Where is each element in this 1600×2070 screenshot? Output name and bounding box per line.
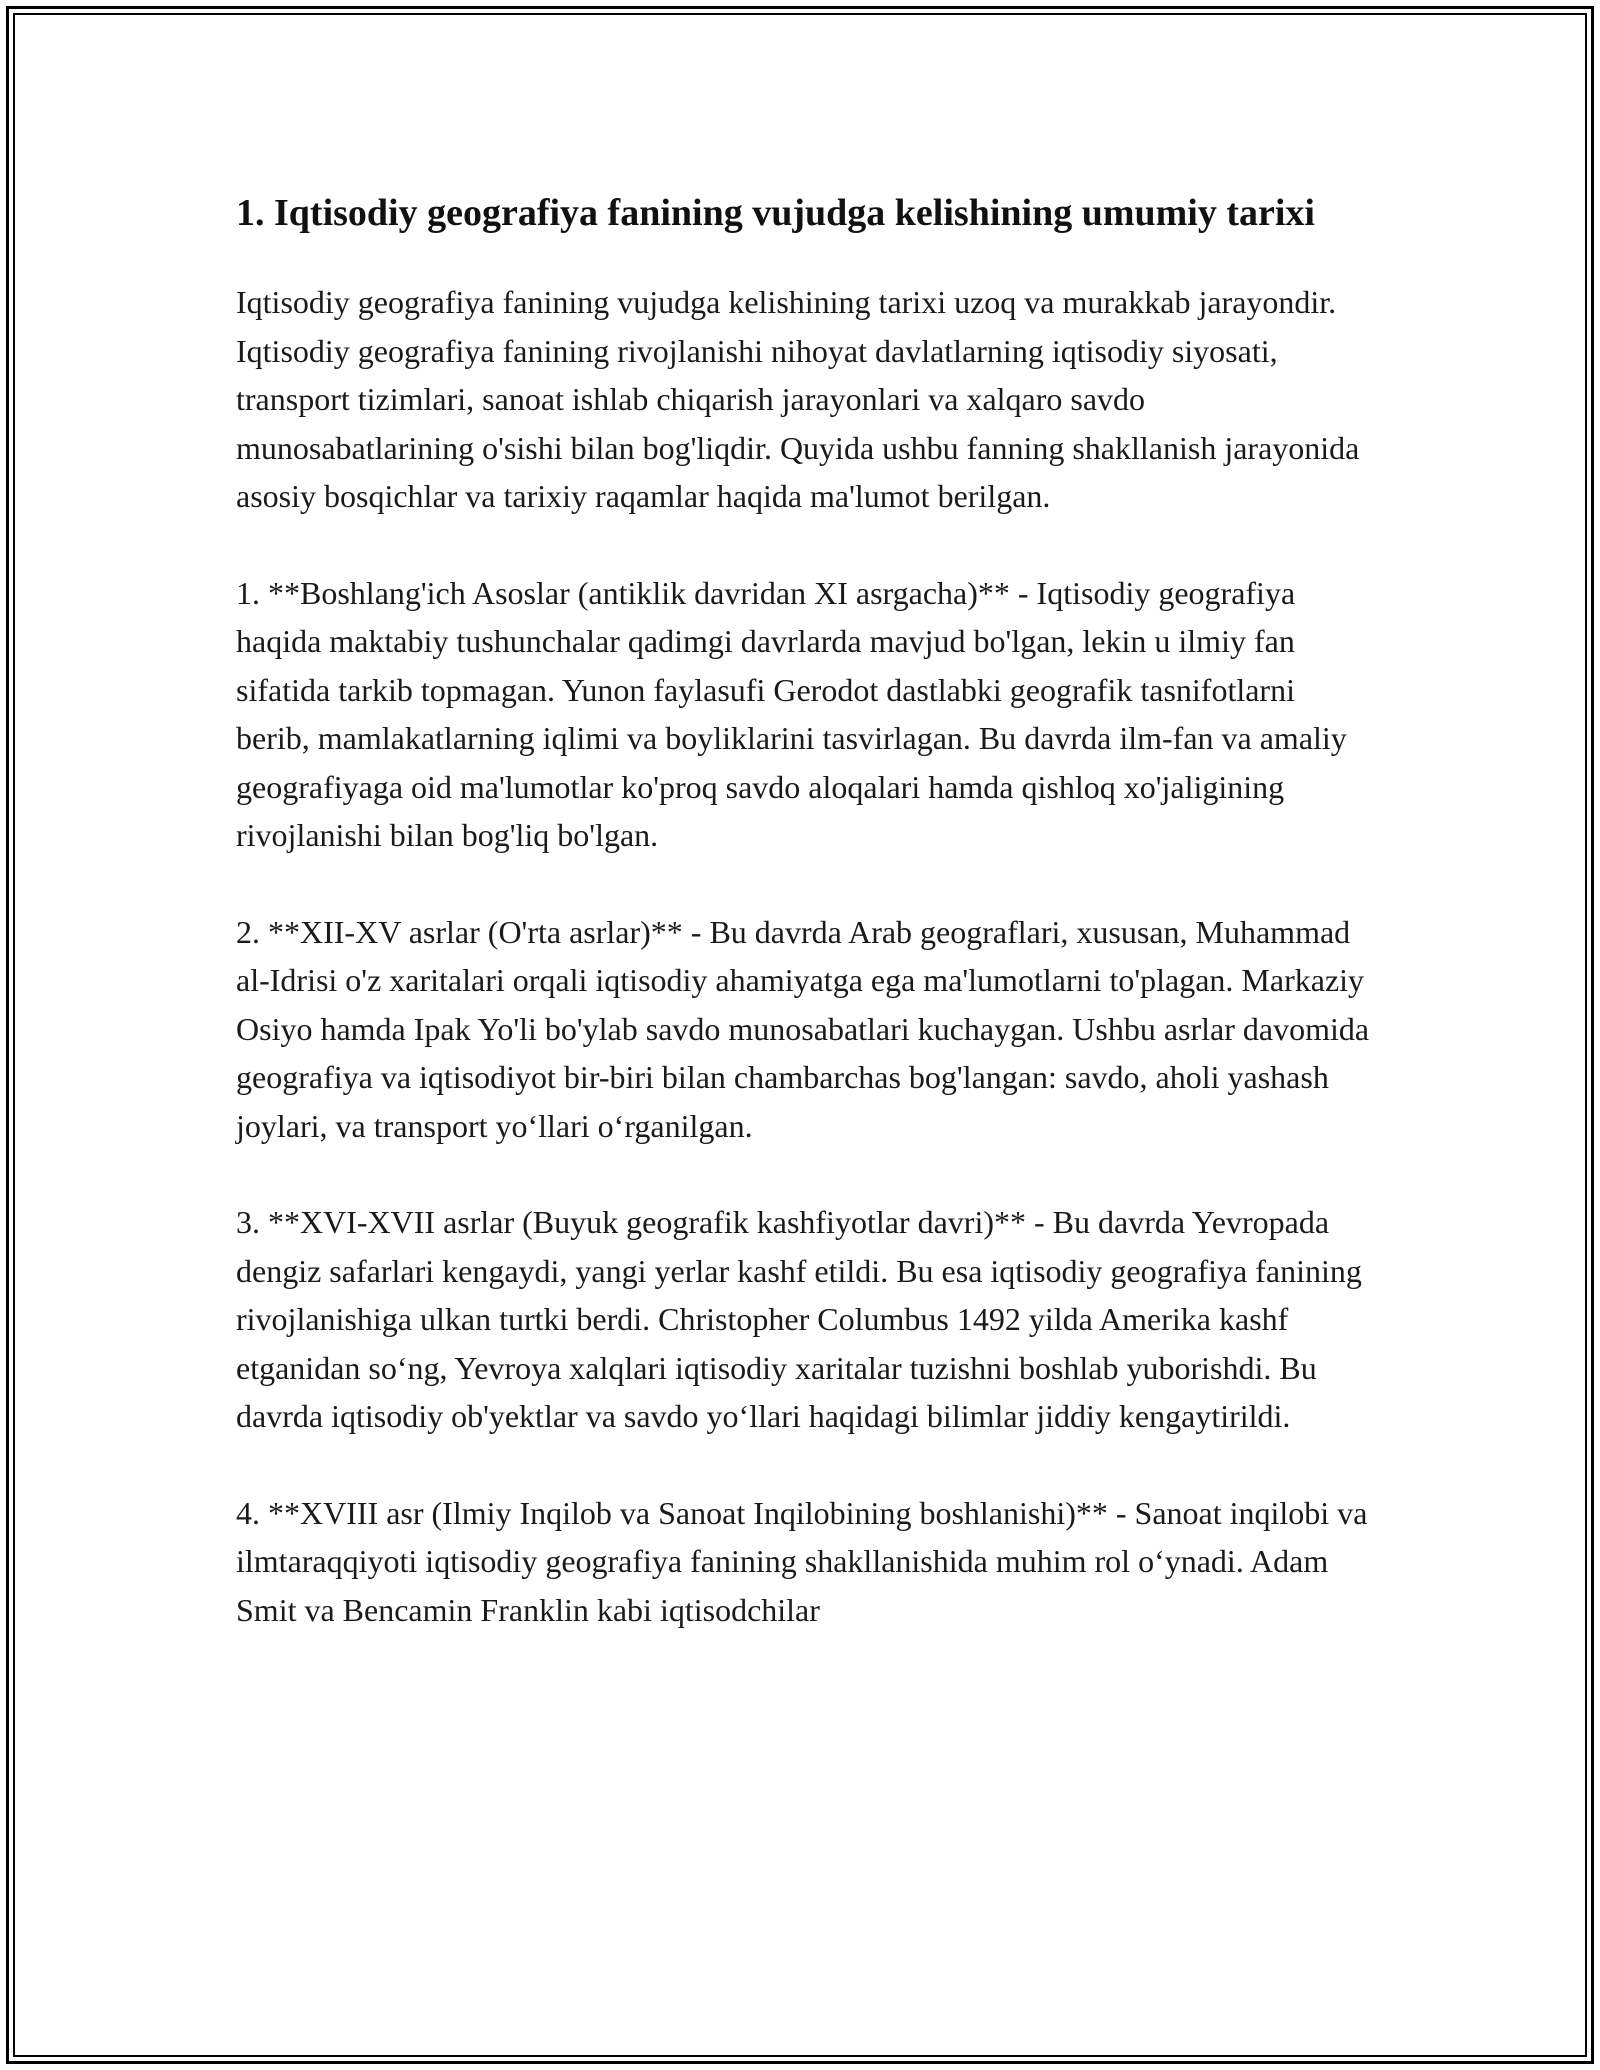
section-2-paragraph: 2. **XII-XV asrlar (O'rta asrlar)** - Bu davrda Arab geograflari, xususan, Muhammad al-Idrisi o'z xaritalari orqali iqtisodiy ahamiyatga ega ma'lumotlarni to'plagan. Markaziy Osiyo hamda Ipak Yo'li bo'ylab savdo munosabatlari kuchaygan. Ushbu asrlar davomida geografiya va iqtisodiyot bir-biri bilan chambarchas bog'langan: savdo, aholi yashash joylari, va transport yo‘llari o‘rganilgan.: [236, 913, 1370, 1144]
section-4-paragraph: 4. **XVIII asr (Ilmiy Inqilob va Sanoat Inqilobining boshlanishi)** - Sanoat inqilobi va ilmtaraqqiyoti iqtisodiy geografiya fanining shakllanishida muhim rol o‘ynadi. Adam Smit va Bencamin Franklin kabi iqtisodchilar: [236, 1494, 1368, 1628]
document-title: 1. Iqtisodiy geografiya fanining vujudga kelishining umumiy tarixi: [236, 192, 1315, 234]
document-body: [236, 186, 1376, 1682]
intro-paragraph: Iqtisodiy geografiya fanining vujudga kelishining tarixi uzoq va murakkab jarayondir. Iqtisodiy geografiya fanining rivojlanishi nihoyat davlatlarning iqtisodiy siyosati, transport tizimlari, sanoat ishlab chiqarish jarayonlari va xalqaro savdo munosabatlarining o'sishi bilan bog'liqdir. Quyida ushbu fanning shakllanish jarayonida asosiy bosqichlar va tarixiy raqamlar haqida ma'lumot berilgan.: [236, 284, 1360, 514]
section-1-paragraph: 1. **Boshlang'ich Asoslar (antiklik davridan XI asrgacha)** - Iqtisodiy geografiya haqida maktabiy tushunchalar qadimgi davrlarda mavjud bo'lgan, lekin u ilmiy fan sifatida tarkib topmagan. Yunon faylasufi Gerodot dastlabki geografik tasnifotlarni berib, mamlakatlarning iqlimi va boyliklarini tasvirlagan. Bu davrda ilm-fan va amaliy geografiyaga oid ma'lumotlar ko'proq savdo aloqalari hamda qishloq xo'jaligining rivojlanishi bilan bog'liq bo'lgan.: [236, 574, 1347, 853]
section-3-paragraph: 3. **XVI-XVII asrlar (Buyuk geografik kashfiyotlar davri)** - Bu davrda Yevropada dengiz safarlari kengaydi, yangi yerlar kashf etildi. Bu esa iqtisodiy geografiya fanining rivojlanishiga ulkan turtki berdi. Christopher Columbus 1492 yilda Amerika kashf etganidan so‘ng, Yevroya xalqlari iqtisodiy xaritalar tuzishni boshlab yuborishdi. Bu davrda iqtisodiy ob'yektlar va savdo yo‘llari haqidagi bilimlar jiddiy kengaytirildi.: [236, 1204, 1362, 1434]
